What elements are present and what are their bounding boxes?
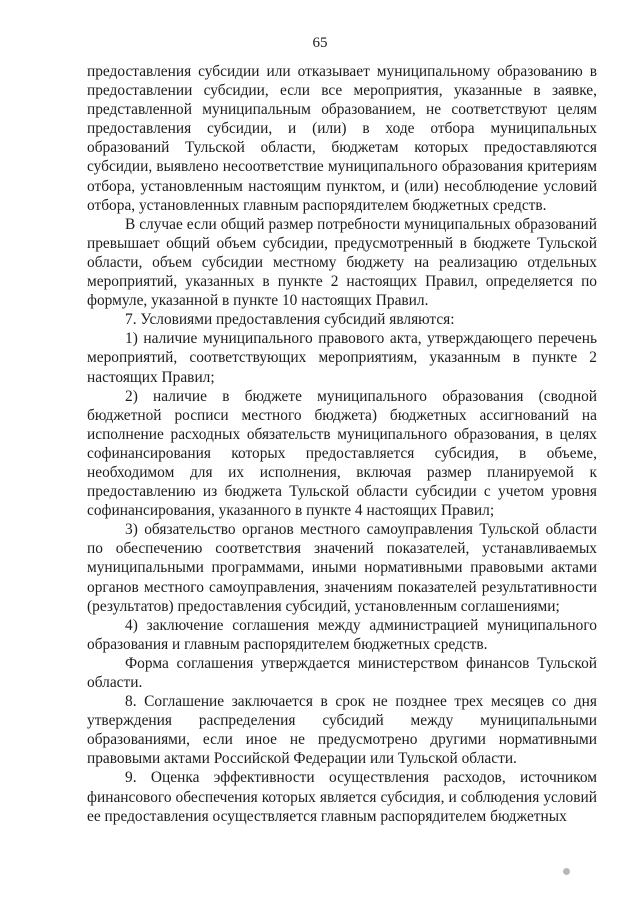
page-number: 65 bbox=[312, 35, 328, 51]
scan-dot-mark bbox=[563, 868, 570, 875]
paragraph-continuation: предоставления субсидии или отказывает муниципальному образованию в предоставлении субсидии, если все мероприятия, указанные в заявке, представленной муниципальным образованием, не соответствуют целям предоставления субсидии, и (или) в ходе отбора муниципальных образований Тульской области, бюджетам которых предоставляются субсидии, выявлено несоответствие муниципального образования критериям отбора, установленным настоящим пунктом, и (или) несоблюдение условий отбора, установленных главным распорядителем бюджетных средств. bbox=[87, 63, 597, 214]
condition-3: 3) обязательство органов местного самоуправления Тульской области по обеспечению соответствия значений показателей, устанавливаемых муниципальными программами, иными нормативными правовыми актами органов местного самоуправления, значениям показателей результативности (результатов) предоставления субсидий, установленным соглашениями; bbox=[87, 521, 597, 615]
clause-9: 9. Оценка эффективности осуществления расходов, источником финансового обеспечения которых является субсидия, и соблюдения условий ее предоставления осуществляется главным распорядителем бюджетных bbox=[87, 769, 597, 825]
clause-8: 8. Соглашение заключается в срок не позднее трех месяцев со дня утверждения распределения субсидий между муниципальными образованиями, если иное не предусмотрено другими нормативными правовыми актами Российской Федерации или Тульской области. bbox=[87, 693, 597, 768]
condition-4: 4) заключение соглашения между администрацией муниципального образования и главным распорядителем бюджетных средств. bbox=[87, 616, 597, 653]
paragraph-budget-overflow: В случае если общий размер потребности муниципальных образований превышает общий объем субсидии, предусмотренный в бюджете Тульской области, объем субсидии местному бюджету на реализацию отдельных мероприятий, указанных в пункте 2 настоящих Правил, определяется по формуле, указанной в пункте 10 настоящих Правил. bbox=[87, 215, 597, 310]
condition-2: 2) наличие в бюджете муниципального образования (сводной бюджетной росписи местного бюджета) бюджетных ассигнований на исполнение расходных обязательств муниципального образования, в целях софинансирования которых предоставляется субсидия, в объеме, необходимом для их исполнения, включая размер планируемой к предоставлению из бюджета Тульской области субсидии с учетом уровня софинансирования, указанного в пункте 4 настоящих Правил; bbox=[87, 387, 597, 520]
agreement-form-paragraph: Форма соглашения утверждается министерством финансов Тульской области. bbox=[87, 654, 597, 691]
clause-7-heading: 7. Условиями предоставления субсидий являются: bbox=[125, 311, 455, 329]
document-body bbox=[87, 62, 597, 826]
condition-1: 1) наличие муниципального правового акта, утверждающего перечень мероприятий, соответствующих мероприятиям, указанным в пункте 2 настоящих Правил; bbox=[87, 330, 597, 386]
